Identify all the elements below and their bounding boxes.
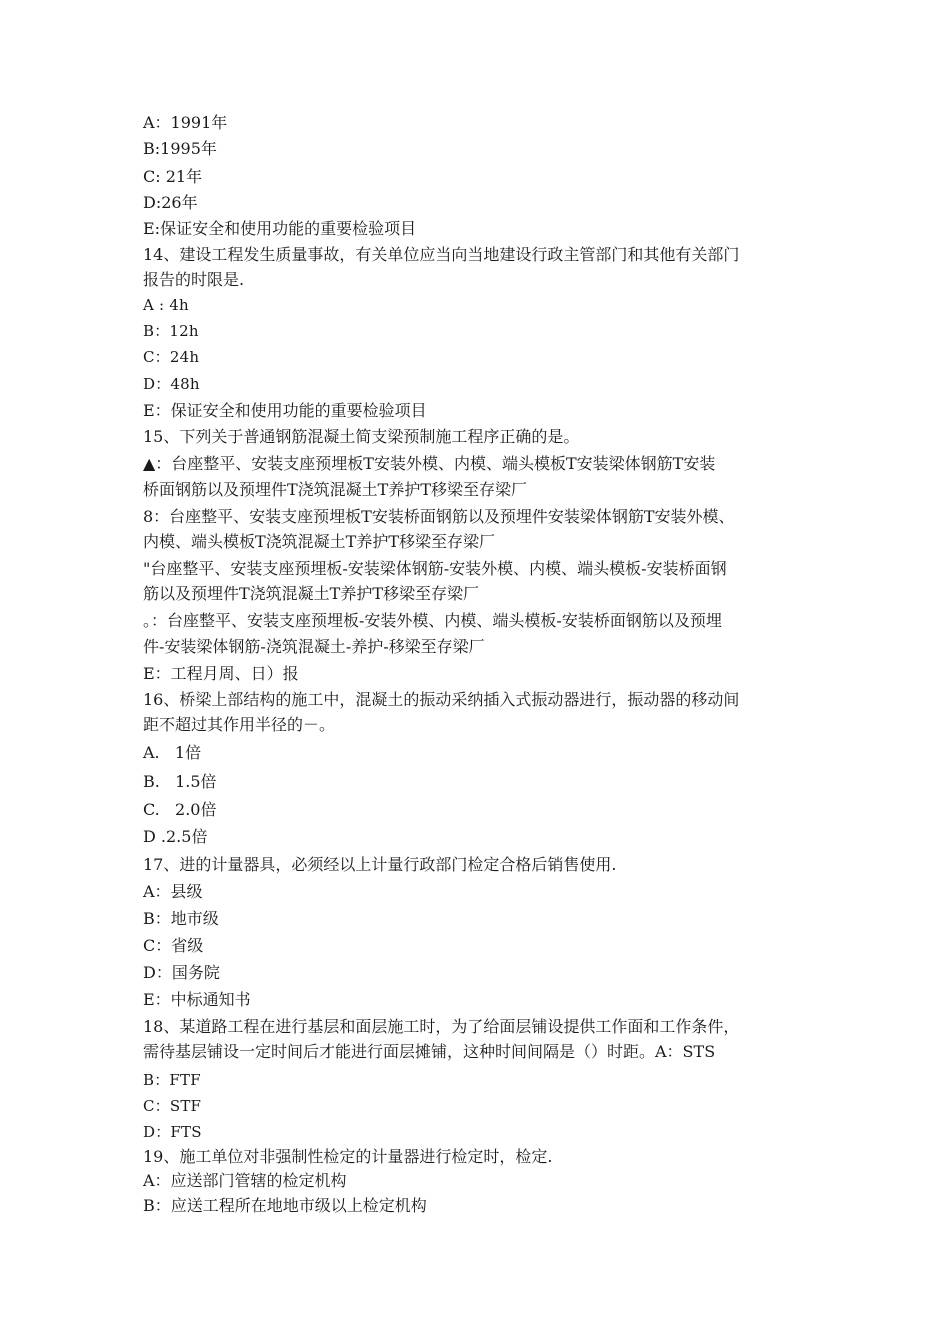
option-14-e: E：保证安全和使用功能的重要检验项目 bbox=[143, 401, 427, 420]
option-16-b: B. 1.5倍 bbox=[143, 772, 217, 791]
question-16-line-1: 16、桥梁上部结构的施工中，混凝土的振动采纳插入式振动器进行，振动器的移动间 bbox=[143, 690, 740, 709]
option-16-d: D .2.5倍 bbox=[143, 827, 208, 846]
question-14-line-1: 14、建设工程发生质量事故，有关单位应当向当地建设行政主管部门和其他有关部门 bbox=[143, 245, 740, 264]
option-19-a: A：应送部门管辖的检定机构 bbox=[143, 1171, 347, 1190]
option-17-b: B：地市级 bbox=[143, 909, 219, 928]
question-19: 19、施工单位对非强制性检定的计量器进行检定时，检定. bbox=[143, 1147, 553, 1166]
option-15-c-line-1: "台座整平、安装支座预埋板-安装梁体钢筋-安装外模、内模、端头模板-安装桥面钢 bbox=[143, 559, 727, 578]
option-17-e: E：中标通知书 bbox=[143, 990, 251, 1009]
option-14-c: C：24h bbox=[143, 348, 200, 366]
option-15-d-line-1: 。：台座整平、安装支座预埋板-安装外模、内模、端头模板-安装桥面钢筋以及预埋 bbox=[143, 611, 722, 630]
option-14-b: B：12h bbox=[143, 322, 199, 340]
option-18-b: B：FTF bbox=[143, 1071, 201, 1089]
option-15-a-line-2: 桥面钢筋以及预埋件T浇筑混凝土T养护T移梁至存梁厂 bbox=[143, 480, 528, 499]
option-18-c: C：STF bbox=[143, 1097, 202, 1115]
option-15-b-line-1: 8：台座整平、安装支座预埋板T安装桥面钢筋以及预埋件安装梁体钢筋T安装外模、 bbox=[143, 507, 735, 526]
option-15-b-line-2: 内模、端头模板T浇筑混凝土T养护T移梁至存梁厂 bbox=[143, 532, 496, 551]
question-17: 17、进的计量器具，必须经以上计量行政部门检定合格后销售使用. bbox=[143, 855, 617, 874]
option-13-d: D:26年 bbox=[143, 193, 198, 212]
question-15: 15、下列关于普通钢筋混凝土简支梁预制施工程序正确的是。 bbox=[143, 427, 580, 446]
option-17-a: A：县级 bbox=[143, 882, 203, 901]
option-15-c-line-2: 筋以及预埋件T浇筑混凝土T养护T移梁至存梁厂 bbox=[143, 584, 480, 603]
option-15-e: E：工程月周、日）报 bbox=[143, 664, 299, 683]
option-15-a-line-1: ▲：台座整平、安装支座预埋板T安装外模、内模、端头模板T安装梁体钢筋T安装 bbox=[143, 454, 716, 473]
option-16-c: C. 2.0倍 bbox=[143, 800, 217, 819]
option-14-d: D：48h bbox=[143, 375, 200, 393]
question-16-line-2: 距不超过其作用半径的－。 bbox=[143, 715, 336, 734]
option-15-d-line-2: 件-安装梁体钢筋-浇筑混凝土-养护-移梁至存梁厂 bbox=[143, 637, 485, 656]
option-13-a: A：1991年 bbox=[143, 113, 228, 132]
option-16-a: A. 1倍 bbox=[143, 743, 202, 762]
option-19-b: B：应送工程所在地地市级以上检定机构 bbox=[143, 1196, 427, 1215]
option-18-d: D：FTS bbox=[143, 1123, 202, 1141]
option-13-b: B:1995年 bbox=[143, 139, 217, 158]
option-13-e: E:保证安全和使用功能的重要检验项目 bbox=[143, 219, 417, 238]
question-14-line-2: 报告的时限是. bbox=[143, 270, 245, 289]
option-14-a: A : 4h bbox=[143, 296, 189, 314]
option-13-c: C: 21年 bbox=[143, 167, 203, 186]
question-18-line-1: 18、某道路工程在进行基层和面层施工时，为了给面层铺设提供工作面和工作条件， bbox=[143, 1017, 740, 1036]
option-17-d: D：国务院 bbox=[143, 963, 220, 982]
option-17-c: C：省级 bbox=[143, 936, 204, 955]
question-18-line-2: 需待基层铺设一定时间后才能进行面层摊铺，这种时间间隔是（）时距。A：STS bbox=[143, 1042, 716, 1061]
